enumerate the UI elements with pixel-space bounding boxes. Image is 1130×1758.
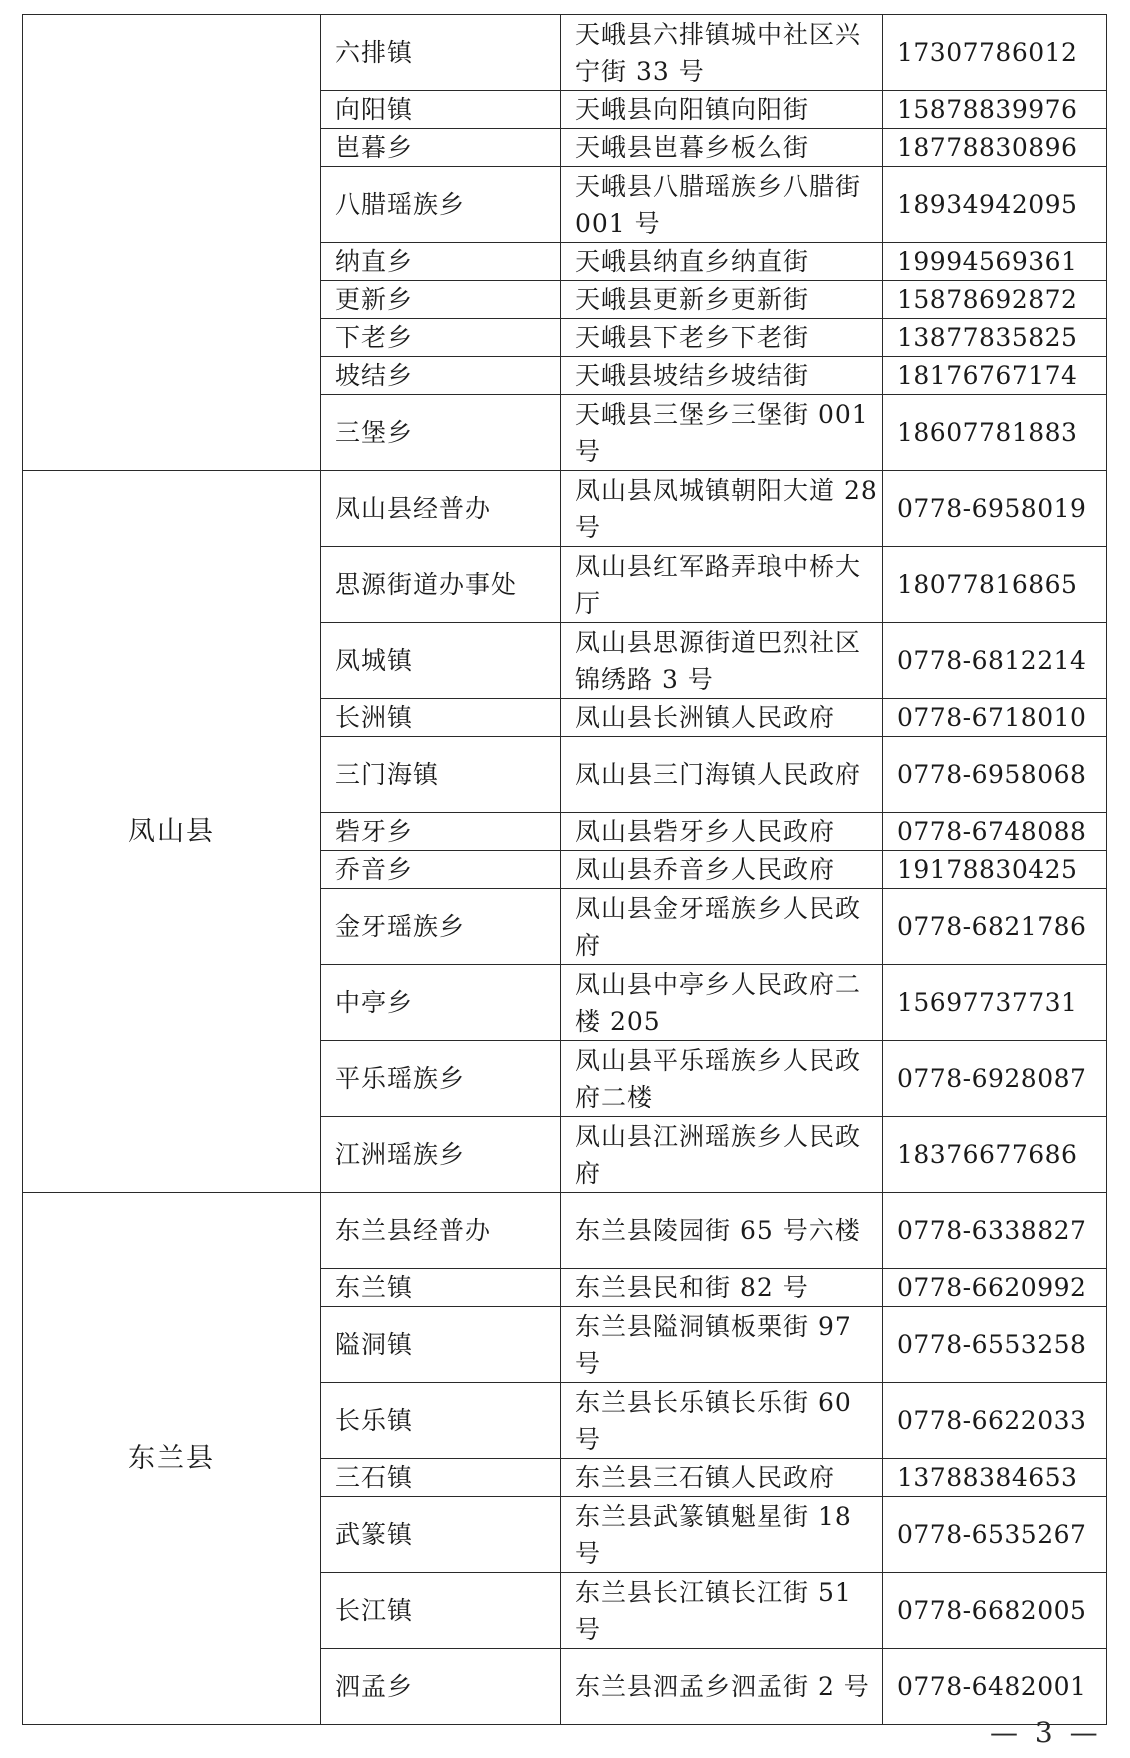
- address-cell: 凤山县中亭乡人民政府二楼 205: [561, 965, 883, 1041]
- phone-cell: 18176767174: [883, 357, 1107, 395]
- town-cell: 泗孟乡: [321, 1649, 561, 1725]
- phone-cell: 0778-6821786: [883, 889, 1107, 965]
- town-cell: 长江镇: [321, 1573, 561, 1649]
- town-cell: 中亭乡: [321, 965, 561, 1041]
- address-cell: 凤山县江洲瑶族乡人民政府: [561, 1117, 883, 1193]
- phone-cell: 18376677686: [883, 1117, 1107, 1193]
- address-cell: 东兰县泗孟乡泗孟街 2 号: [561, 1649, 883, 1725]
- address-cell: 东兰县武篆镇魁星街 18 号: [561, 1497, 883, 1573]
- phone-cell: 17307786012: [883, 15, 1107, 91]
- address-cell: 凤山县平乐瑶族乡人民政府二楼: [561, 1041, 883, 1117]
- phone-cell: 18607781883: [883, 395, 1107, 471]
- phone-cell: 0778-6622033: [883, 1383, 1107, 1459]
- town-cell: 金牙瑶族乡: [321, 889, 561, 965]
- address-cell: 凤山县红军路弄琅中桥大厅: [561, 547, 883, 623]
- phone-cell: 19994569361: [883, 243, 1107, 281]
- address-cell: 天峨县坡结乡坡结街: [561, 357, 883, 395]
- address-cell: 东兰县陵园街 65 号六楼: [561, 1193, 883, 1269]
- address-cell: 凤山县三门海镇人民政府: [561, 737, 883, 813]
- phone-cell: 18934942095: [883, 167, 1107, 243]
- town-cell: 三石镇: [321, 1459, 561, 1497]
- phone-cell: 15878692872: [883, 281, 1107, 319]
- address-cell: 凤山县金牙瑶族乡人民政府: [561, 889, 883, 965]
- address-cell: 天峨县八腊瑶族乡八腊街 001 号: [561, 167, 883, 243]
- phone-cell: 0778-6958019: [883, 471, 1107, 547]
- town-cell: 坡结乡: [321, 357, 561, 395]
- town-cell: 江洲瑶族乡: [321, 1117, 561, 1193]
- phone-cell: 15878839976: [883, 91, 1107, 129]
- phone-cell: 19178830425: [883, 851, 1107, 889]
- town-cell: 凤山县经普办: [321, 471, 561, 547]
- town-cell: 向阳镇: [321, 91, 561, 129]
- contact-table: [22, 14, 1107, 1725]
- address-cell: 天峨县更新乡更新街: [561, 281, 883, 319]
- county-cell: [23, 15, 321, 471]
- phone-cell: 13877835825: [883, 319, 1107, 357]
- table-row: [23, 1193, 1107, 1269]
- town-cell: 三门海镇: [321, 737, 561, 813]
- phone-cell: 0778-6338827: [883, 1193, 1107, 1269]
- phone-cell: 0778-6553258: [883, 1307, 1107, 1383]
- county-cell: 东兰县: [23, 1193, 321, 1725]
- address-cell: 凤山县思源街道巴烈社区锦绣路 3 号: [561, 623, 883, 699]
- county-cell: 凤山县: [23, 471, 321, 1193]
- phone-cell: 18778830896: [883, 129, 1107, 167]
- address-cell: 天峨县纳直乡纳直街: [561, 243, 883, 281]
- town-cell: 长乐镇: [321, 1383, 561, 1459]
- address-cell: 东兰县长江镇长江街 51 号: [561, 1573, 883, 1649]
- table-row: [23, 15, 1107, 91]
- town-cell: 东兰镇: [321, 1269, 561, 1307]
- town-cell: 武篆镇: [321, 1497, 561, 1573]
- town-cell: 隘洞镇: [321, 1307, 561, 1383]
- address-cell: 东兰县民和街 82 号: [561, 1269, 883, 1307]
- town-cell: 三堡乡: [321, 395, 561, 471]
- town-cell: 长洲镇: [321, 699, 561, 737]
- address-cell: 东兰县隘洞镇板栗街 97 号: [561, 1307, 883, 1383]
- phone-cell: 0778-6718010: [883, 699, 1107, 737]
- contact-table-page: [22, 14, 1106, 1725]
- phone-cell: 0778-6812214: [883, 623, 1107, 699]
- phone-cell: 15697737731: [883, 965, 1107, 1041]
- table-row: [23, 471, 1107, 547]
- address-cell: 凤山县砦牙乡人民政府: [561, 813, 883, 851]
- phone-cell: 0778-6682005: [883, 1573, 1107, 1649]
- address-cell: 天峨县下老乡下老街: [561, 319, 883, 357]
- town-cell: 六排镇: [321, 15, 561, 91]
- phone-cell: 0778-6620992: [883, 1269, 1107, 1307]
- town-cell: 纳直乡: [321, 243, 561, 281]
- address-cell: 凤山县凤城镇朝阳大道 28 号: [561, 471, 883, 547]
- phone-cell: 0778-6748088: [883, 813, 1107, 851]
- town-cell: 岜暮乡: [321, 129, 561, 167]
- page-number: — 3 —: [990, 1716, 1102, 1749]
- address-cell: 天峨县岜暮乡板么街: [561, 129, 883, 167]
- address-cell: 东兰县三石镇人民政府: [561, 1459, 883, 1497]
- town-cell: 乔音乡: [321, 851, 561, 889]
- town-cell: 更新乡: [321, 281, 561, 319]
- address-cell: 天峨县六排镇城中社区兴宁街 33 号: [561, 15, 883, 91]
- town-cell: 砦牙乡: [321, 813, 561, 851]
- town-cell: 东兰县经普办: [321, 1193, 561, 1269]
- phone-cell: 0778-6958068: [883, 737, 1107, 813]
- phone-cell: 0778-6928087: [883, 1041, 1107, 1117]
- phone-cell: 18077816865: [883, 547, 1107, 623]
- town-cell: 凤城镇: [321, 623, 561, 699]
- phone-cell: 13788384653: [883, 1459, 1107, 1497]
- town-cell: 下老乡: [321, 319, 561, 357]
- town-cell: 平乐瑶族乡: [321, 1041, 561, 1117]
- address-cell: 凤山县乔音乡人民政府: [561, 851, 883, 889]
- address-cell: 天峨县三堡乡三堡街 001 号: [561, 395, 883, 471]
- town-cell: 八腊瑶族乡: [321, 167, 561, 243]
- phone-cell: 0778-6482001: [883, 1649, 1107, 1725]
- phone-cell: 0778-6535267: [883, 1497, 1107, 1573]
- address-cell: 凤山县长洲镇人民政府: [561, 699, 883, 737]
- address-cell: 天峨县向阳镇向阳街: [561, 91, 883, 129]
- address-cell: 东兰县长乐镇长乐街 60 号: [561, 1383, 883, 1459]
- town-cell: 思源街道办事处: [321, 547, 561, 623]
